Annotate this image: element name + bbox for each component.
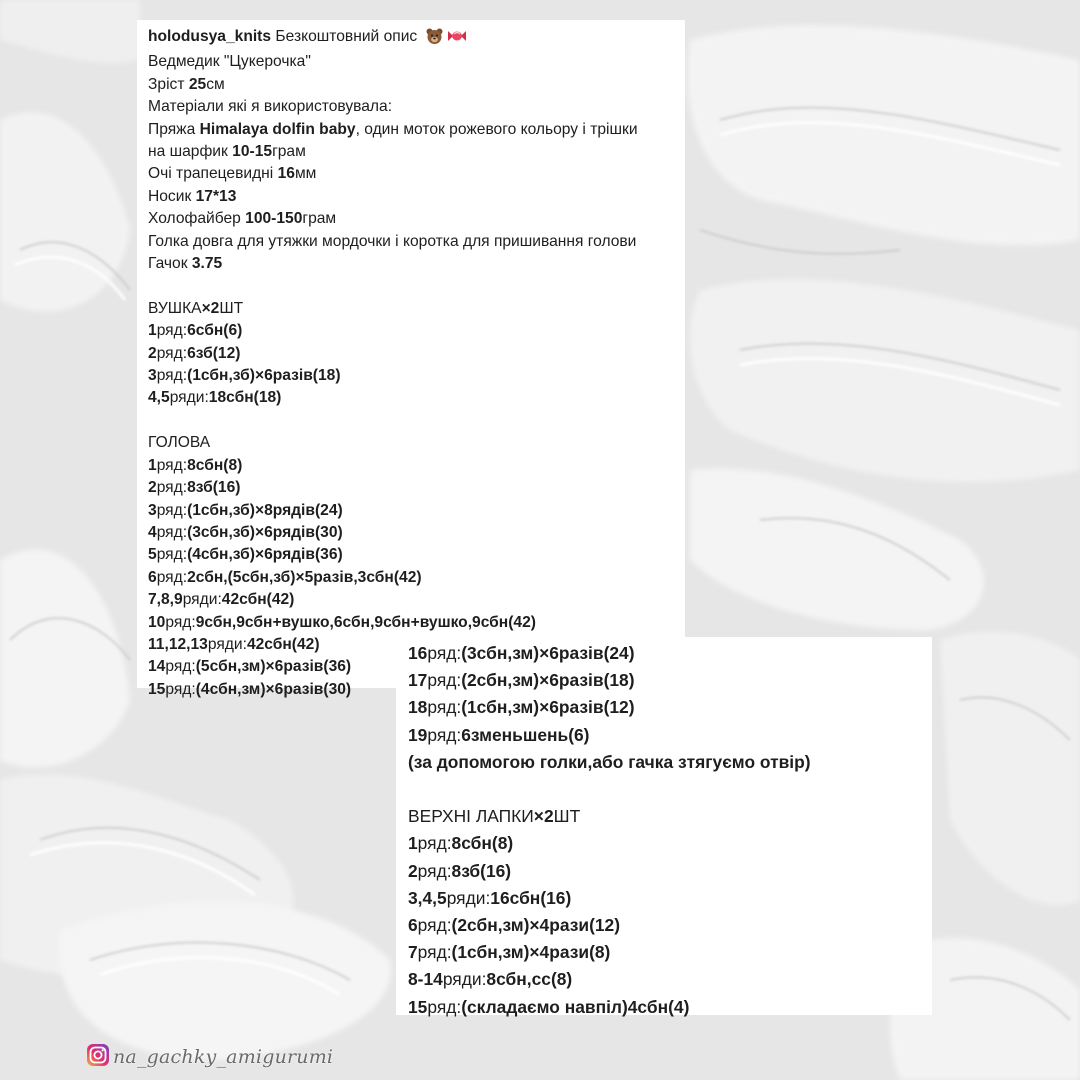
ears-heading: ВУШКА×2ШТ: [148, 299, 244, 317]
pattern-row: 7ряд:(1сбн,зм)×4рази(8): [408, 942, 611, 963]
pattern-row: 15ряд:(складаємо навпіл)4сбн(4): [408, 996, 690, 1017]
pattern-row: 3ряд:(1сбн,зб)×6разів(18): [148, 367, 341, 385]
spacer: [148, 410, 685, 432]
pattern-row: 2ряд:6зб(12): [148, 344, 241, 362]
head-heading: ГОЛОВА: [148, 434, 211, 452]
post-header: [148, 26, 685, 51]
pattern-row: 1ряд:8сбн(8): [408, 833, 514, 854]
pattern-row: 2ряд:8зб(16): [408, 860, 512, 881]
pattern-row: 16ряд:(3сбн,зм)×6разів(24): [408, 643, 635, 663]
candy-icon: [447, 28, 467, 51]
hook-line: Гачок 3.75: [148, 255, 223, 273]
pattern-row: 19ряд:6зменьшень(6): [408, 724, 590, 745]
pattern-row: 6ряд:2сбн,(5сбн,зб)×5разів,3сбн(42): [148, 568, 422, 586]
pattern-card-part-2: [396, 637, 932, 1015]
bear-face-icon: [426, 28, 443, 51]
materials-heading: Матеріали які я використовувала:: [148, 98, 393, 116]
pattern-row: 15ряд:(4сбн,зм)×6разів(30): [148, 680, 352, 698]
upper-paws-heading: ВЕРХНІ ЛАПКИ×2ШТ: [408, 806, 581, 827]
height-line: Зріст 25см: [148, 75, 225, 93]
pattern-row: 8-14ряди:8сбн,сс(8): [408, 969, 573, 990]
yarn-line: Пряжа Himalaya dolfin baby, один моток рожевого кольору і трішки: [148, 120, 638, 138]
toy-title: Ведмедик "Цукерочка": [148, 53, 311, 71]
pattern-row: 7,8,9ряди:42сбн(42): [148, 591, 295, 609]
pattern-row: 3ряд:(1сбн,зб)×8рядів(24): [148, 501, 343, 519]
pattern-row: 5ряд:(4сбн,зб)×6рядів(36): [148, 546, 343, 564]
pattern-row: 10ряд:9сбн,9сбн+вушко,6сбн,9сбн+вушко,9сбн(42): [148, 613, 536, 631]
fiber-line: Холофайбер 100-150грам: [148, 210, 337, 228]
pattern-row: 3,4,5ряди:16сбн(16): [408, 887, 572, 908]
pattern-row: 11,12,13ряди:42сбн(42): [148, 635, 320, 653]
instagram-watermark: [86, 1043, 333, 1071]
closing-note: (за допомогою голки,або гачка зтягуємо отвір): [408, 751, 811, 772]
pattern-row: 6ряд:(2сбн,зм)×4рази(12): [408, 915, 620, 936]
scarf-line: на шарфик 10-15грам: [148, 143, 306, 161]
pattern-row: 1ряд:8сбн(8): [148, 456, 243, 474]
instagram-handle: na_gachky_amigurumi: [113, 1046, 334, 1068]
pattern-row: 18ряд:(1сбн,зм)×6разів(12): [408, 697, 635, 718]
nose-line: Носик 17*13: [148, 187, 237, 205]
pattern-card-part-1: [137, 20, 685, 698]
instagram-icon: [86, 1043, 110, 1072]
spacer: [148, 275, 685, 297]
pattern-row: 2ряд:8зб(16): [148, 479, 241, 497]
caption: Безкоштовний опис: [275, 28, 418, 45]
pattern-row: 4,5ряди:18сбн(18): [148, 389, 282, 407]
spacer: [408, 776, 932, 803]
pattern-row: 4ряд:(3сбн,зб)×6рядів(30): [148, 523, 343, 541]
eyes-line: Очі трапецевидні 16мм: [148, 165, 317, 183]
pattern-row: 1ряд:6сбн(6): [148, 322, 243, 340]
username: holodusya_knits: [148, 28, 272, 45]
pattern-row: 17ряд:(2сбн,зм)×6разів(18): [408, 670, 635, 691]
needle-line: Голка довга для утяжки мордочки і коротка для пришивання голови: [148, 232, 637, 250]
pattern-row: 14ряд:(5сбн,зм)×6разів(36): [148, 658, 352, 676]
